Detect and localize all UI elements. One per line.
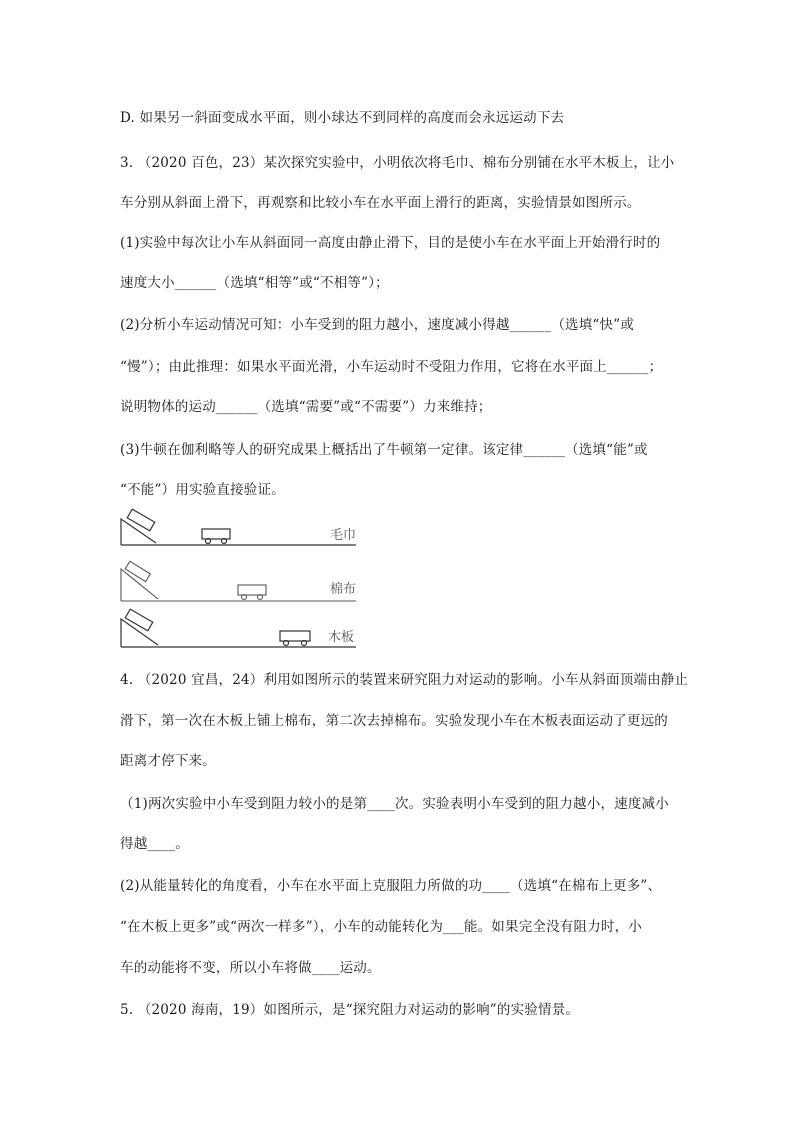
question-5-stem: 5. （2020 海南，19）如图所示，是“探究阻力对运动的影响”的实验情景。: [120, 1002, 580, 1018]
ramp-diagram: [118, 507, 368, 657]
ramp-row-cotton: [121, 561, 356, 601]
question-3-stem-line-2: 车分别从斜面上滑下，再观察和比较小车在水平面上滑行的距离，实验情景如图所示。: [120, 195, 641, 211]
question-3-part-2-line-1: (2)分析小车运动情况可知：小车受到的阻力越小，速度减小得越______（选填“快”或: [120, 317, 635, 333]
question-4-part-2-line-3: 车的动能将不变，所以小车将做____运动。: [120, 960, 381, 976]
question-4-stem-line-3: 距离才停下来。: [120, 753, 216, 769]
question-3-part-3-line-2: “不能”）用实验直接验证。: [120, 482, 285, 498]
ramp-row-towel: [121, 509, 356, 545]
surface-label-towel: 毛巾: [330, 528, 357, 543]
ramp-row-board: [121, 609, 356, 647]
surface-label-board: 木板: [328, 630, 355, 645]
question-4-part-2-line-2: “在木板上更多”或“两次一样多”），小车的动能转化为___能。如果完全没有阻力时，小: [120, 919, 643, 935]
question-4-stem-line-1: 4. （2020 宜昌，24）利用如图所示的装置来研究阻力对运动的影响。小车从斜面顶端由静止: [120, 672, 689, 688]
question-3-part-2-line-2: “慢”）；由此推理：如果水平面光滑，小车运动时不受阻力作用，它将在水平面上______；: [120, 359, 663, 375]
question-4-part-2-line-1: (2)从能量转化的角度看，小车在水平面上克服阻力所做的功____（选填“在棉布上更多”、: [120, 878, 662, 894]
question-4-stem-line-2: 滑下，第一次在木板上铺上棉布，第二次去掉棉布。实验发现小车在木板表面运动了更远的: [120, 713, 668, 729]
question-4-part-1-line-2: 得越____。: [120, 836, 189, 852]
question-3-part-2-line-3: 说明物体的运动______（选填“需要”或“不需要”）力来维持；: [120, 399, 492, 415]
option-d-text: D. 如果另一斜面变成水平面，则小球达不到同样的高度而会永远运动下去: [120, 110, 565, 126]
surface-label-cotton: 棉布: [330, 582, 357, 597]
question-3-part-1-line-1: (1)实验中每次让小车从斜面同一高度由静止滑下，目的是使小车在水平面上开始滑行时的: [120, 235, 661, 251]
question-3-part-1-line-2: 速度大小______（选填“相等”或“不相等”）；: [120, 275, 389, 291]
experiment-figure: [118, 507, 368, 657]
question-3-stem-line-1: 3. （2020 百色，23）某次探究实验中，小明依次将毛巾、棉布分别铺在水平木板上，让小: [120, 155, 675, 171]
question-3-part-3-line-1: (3)牛顿在伽利略等人的研究成果上概括出了牛顿第一定律。该定律______（选填“能”或: [120, 442, 648, 458]
question-4-part-1-line-1: （1)两次实验中小车受到阻力较小的是第____次。实验表明小车受到的阻力越小，速度减小: [120, 796, 669, 812]
